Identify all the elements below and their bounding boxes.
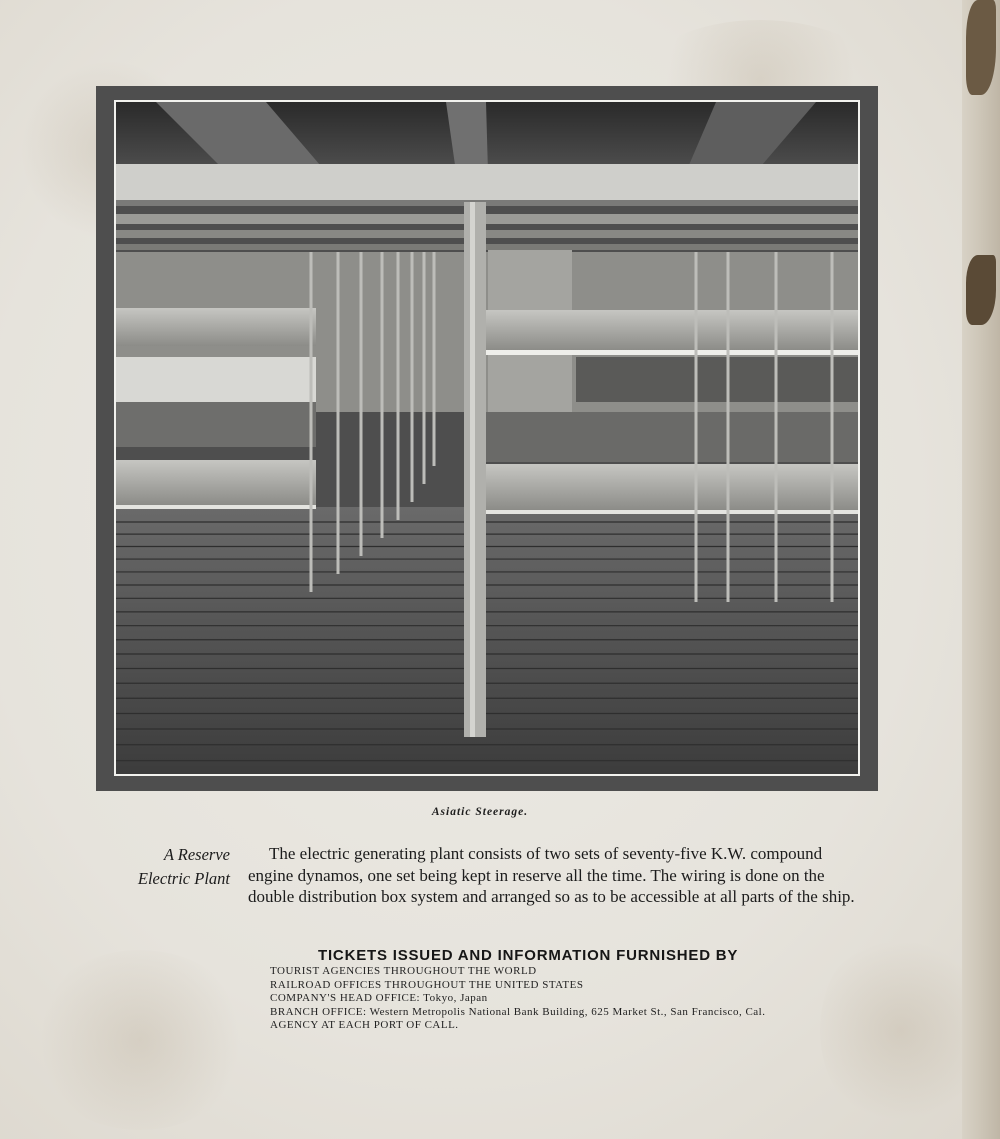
steerage-photo-illustration [116, 102, 858, 774]
tickets-line: AGENCY AT EACH PORT OF CALL. [270, 1019, 459, 1032]
side-heading-line: A Reserve [163, 845, 230, 864]
photo-caption: Asiatic Steerage. [431, 806, 529, 818]
tickets-line: TOURIST AGENCIES THROUGHOUT THE WORLD [270, 965, 537, 977]
section-side-heading [104, 843, 230, 891]
tickets-line: COMPANY'S HEAD OFFICE: Tokyo, Japan [270, 992, 488, 1005]
worn-page-edge [962, 0, 1000, 1139]
side-heading-line: Electric Plant [137, 869, 230, 888]
paragraph-text: The electric generating plant consists of two sets of seventy-five K.W. compound engine dynamos, one set being kept in reserve all the time. The wiring is done on the double distribution box system and arranged so as to be accessible at all parts of the ship. [248, 844, 855, 906]
torn-edge [966, 255, 996, 325]
torn-edge [966, 0, 996, 95]
photo-frame [96, 86, 878, 791]
tickets-list [270, 965, 870, 1033]
electric-plant-paragraph [248, 843, 868, 908]
steerage-photograph [114, 100, 860, 776]
paper-stain [30, 950, 250, 1130]
tickets-line: RAILROAD OFFICES THROUGHOUT THE UNITED STATES [270, 978, 584, 991]
tickets-line: BRANCH OFFICE: Western Metropolis National Bank Building, 625 Market St., San Francisco, Cal. [270, 1005, 766, 1018]
tickets-heading: TICKETS ISSUED AND INFORMATION FURNISHED BY [318, 947, 739, 964]
